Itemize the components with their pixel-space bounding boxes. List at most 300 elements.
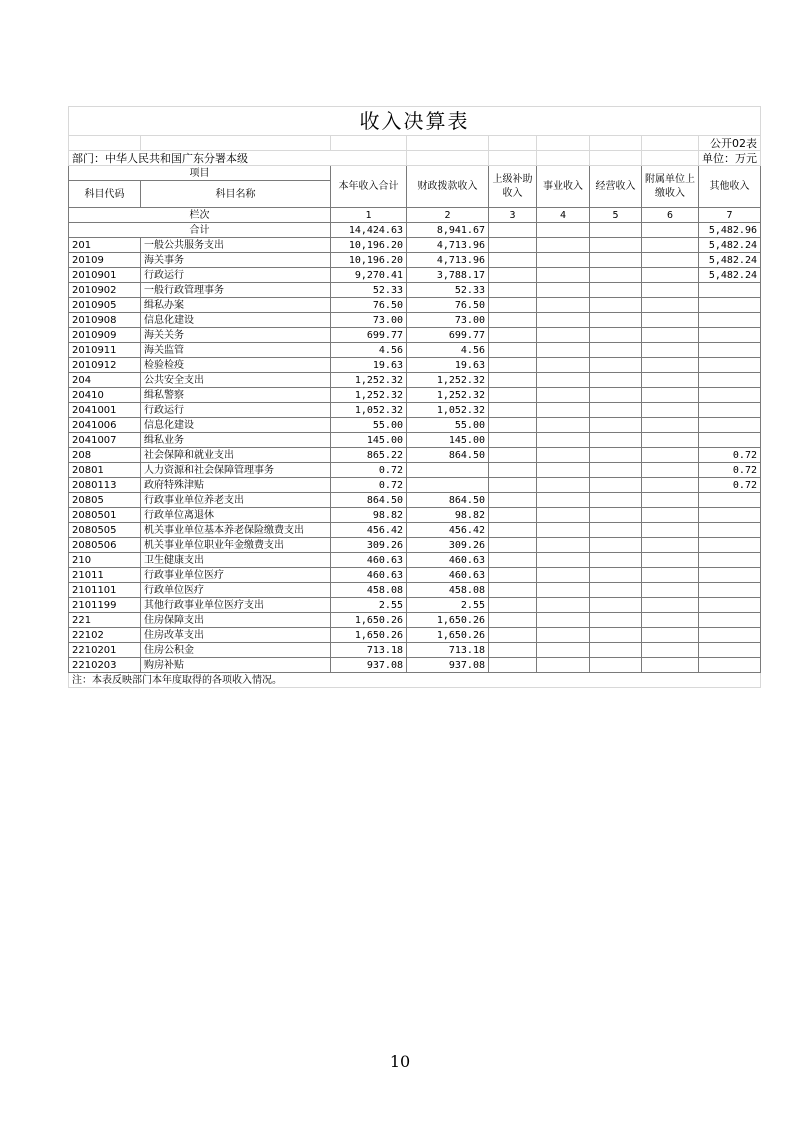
subject-code: 2010908 [69,313,141,328]
value-cell [642,448,699,463]
table-row [69,658,761,673]
value-cell [489,358,537,373]
value-cell: 937.08 [331,658,407,673]
value-cell [642,403,699,418]
value-cell: 0.72 [331,478,407,493]
value-cell [699,658,761,673]
value-cell [489,523,537,538]
value-cell [537,358,590,373]
value-cell [642,268,699,283]
value-cell [699,508,761,523]
value-cell [699,433,761,448]
subject-code: 2041001 [69,403,141,418]
value-cell: 98.82 [331,508,407,523]
value-cell [590,463,642,478]
page-number: 10 [389,1052,411,1071]
subject-code: 21011 [69,568,141,583]
value-cell: 2.55 [407,598,489,613]
value-cell: 713.18 [331,643,407,658]
value-cell: 460.63 [407,568,489,583]
value-cell [699,313,761,328]
value-cell [699,583,761,598]
code-header: 科目代码 [69,181,141,208]
table-row [69,283,761,298]
value-cell [642,433,699,448]
value-cell [489,448,537,463]
value-cell [590,613,642,628]
value-cell [489,598,537,613]
value-cell [699,553,761,568]
value-cell: 9,270.41 [331,268,407,283]
value-cell [699,418,761,433]
subject-code: 20805 [69,493,141,508]
value-cell [590,478,642,493]
value-cell [590,418,642,433]
value-cell [537,343,590,358]
value-cell: 456.42 [407,523,489,538]
value-cell [699,598,761,613]
value-cell [590,343,642,358]
value-cell: 3,788.17 [407,268,489,283]
value-cell [489,283,537,298]
subject-name: 海关事务 [141,253,331,268]
value-cell: 5,482.24 [699,253,761,268]
table-row [69,403,761,418]
subject-name: 缉私警察 [141,388,331,403]
line-num-1: 1 [331,208,407,223]
value-cell: 458.08 [407,583,489,598]
value-cell: 1,650.26 [407,613,489,628]
subject-code: 2010905 [69,298,141,313]
page-title: 收入决算表 [69,107,761,136]
value-cell [489,268,537,283]
value-cell [537,478,590,493]
value-cell [642,328,699,343]
table-row [69,298,761,313]
subject-code: 2010911 [69,343,141,358]
subject-name: 信息化建设 [141,418,331,433]
value-cell: 456.42 [331,523,407,538]
subject-name: 海关关务 [141,328,331,343]
value-cell [590,493,642,508]
value-cell [489,343,537,358]
value-cell [537,508,590,523]
total-value [489,223,537,238]
subject-name: 社会保障和就业支出 [141,448,331,463]
value-cell [537,373,590,388]
value-cell: 1,052.32 [331,403,407,418]
table-row [69,238,761,253]
table-row [69,448,761,463]
value-cell [537,328,590,343]
income-statement-sheet [68,106,760,688]
value-cell [642,373,699,388]
col-header-4: 事业收入 [537,166,590,208]
value-cell [699,343,761,358]
value-cell [642,568,699,583]
value-cell: 73.00 [407,313,489,328]
form-code: 公开02表 [699,136,761,151]
value-cell [489,538,537,553]
table-body [69,238,761,673]
value-cell [489,478,537,493]
table-row [69,328,761,343]
subject-name: 住房公积金 [141,643,331,658]
subject-code: 2010902 [69,283,141,298]
value-cell [537,493,590,508]
value-cell [537,628,590,643]
value-cell: 0.72 [699,448,761,463]
subject-name: 购房补贴 [141,658,331,673]
value-cell [590,253,642,268]
value-cell: 10,196.20 [331,238,407,253]
value-cell: 309.26 [407,538,489,553]
value-cell [642,583,699,598]
subject-code: 2080505 [69,523,141,538]
value-cell [699,328,761,343]
value-cell [642,553,699,568]
subject-code: 2010909 [69,328,141,343]
value-cell: 4.56 [407,343,489,358]
subject-code: 210 [69,553,141,568]
value-cell [590,283,642,298]
value-cell [537,313,590,328]
value-cell [537,238,590,253]
subject-code: 201 [69,238,141,253]
value-cell [489,628,537,643]
value-cell [537,463,590,478]
value-cell: 309.26 [331,538,407,553]
income-table [68,106,761,688]
value-cell [537,283,590,298]
value-cell [699,388,761,403]
value-cell: 1,650.26 [331,613,407,628]
value-cell [642,343,699,358]
value-cell [489,508,537,523]
table-row [69,538,761,553]
value-cell [489,373,537,388]
subject-name: 缉私业务 [141,433,331,448]
table-row [69,343,761,358]
value-cell [537,253,590,268]
value-cell: 458.08 [331,583,407,598]
subject-name: 一般公共服务支出 [141,238,331,253]
value-cell [642,538,699,553]
subject-code: 2041007 [69,433,141,448]
total-value [590,223,642,238]
value-cell [699,298,761,313]
value-cell: 2.55 [331,598,407,613]
department-label: 部门：中华人民共和国广东分署本级 [69,151,407,166]
table-row [69,568,761,583]
subject-code: 22102 [69,628,141,643]
subject-code: 20801 [69,463,141,478]
value-cell [537,433,590,448]
subject-code: 208 [69,448,141,463]
value-cell [590,553,642,568]
value-cell [489,238,537,253]
subject-name: 机关事业单位基本养老保险缴费支出 [141,523,331,538]
subject-code: 20109 [69,253,141,268]
value-cell: 52.33 [407,283,489,298]
value-cell [642,478,699,493]
table-row [69,583,761,598]
subject-name: 行政运行 [141,403,331,418]
value-cell: 19.63 [331,358,407,373]
subject-name: 住房保障支出 [141,613,331,628]
value-cell [590,538,642,553]
value-cell [699,493,761,508]
value-cell [537,613,590,628]
value-cell: 10,196.20 [331,253,407,268]
col-header-3: 上级补助收入 [489,166,537,208]
col-header-2: 财政拨款收入 [407,166,489,208]
value-cell: 76.50 [407,298,489,313]
value-cell [590,643,642,658]
value-cell: 1,252.32 [331,388,407,403]
value-cell [642,418,699,433]
value-cell [537,583,590,598]
table-row [69,313,761,328]
table-row [69,553,761,568]
subject-name: 行政事业单位医疗 [141,568,331,583]
value-cell: 145.00 [331,433,407,448]
value-cell [699,643,761,658]
value-cell: 1,252.32 [407,388,489,403]
value-cell [642,238,699,253]
value-cell [489,553,537,568]
value-cell [590,298,642,313]
value-cell: 865.22 [331,448,407,463]
subject-code: 2080506 [69,538,141,553]
value-cell [699,358,761,373]
subject-name: 公共安全支出 [141,373,331,388]
value-cell [489,433,537,448]
value-cell [642,313,699,328]
table-row [69,418,761,433]
value-cell [407,478,489,493]
subject-code: 2010901 [69,268,141,283]
value-cell [590,628,642,643]
subject-name: 海关监管 [141,343,331,358]
value-cell: 1,052.32 [407,403,489,418]
value-cell: 5,482.24 [699,268,761,283]
value-cell [590,523,642,538]
line-num-3: 3 [489,208,537,223]
value-cell: 460.63 [331,568,407,583]
value-cell [537,538,590,553]
subject-code: 221 [69,613,141,628]
value-cell [699,403,761,418]
value-cell [537,598,590,613]
subject-name: 行政单位医疗 [141,583,331,598]
value-cell [489,328,537,343]
line-num-5: 5 [590,208,642,223]
total-value [642,223,699,238]
value-cell [590,238,642,253]
value-cell [642,463,699,478]
value-cell [489,388,537,403]
table-row [69,493,761,508]
total-value: 8,941.67 [407,223,489,238]
col-header-7: 其他收入 [699,166,761,208]
value-cell [642,358,699,373]
value-cell [537,298,590,313]
value-cell [642,298,699,313]
value-cell [489,583,537,598]
value-cell [590,373,642,388]
value-cell: 1,252.32 [331,373,407,388]
value-cell: 98.82 [407,508,489,523]
table-row [69,358,761,373]
value-cell: 1,650.26 [331,628,407,643]
line-label: 栏次 [69,208,331,223]
value-cell: 1,650.26 [407,628,489,643]
value-cell [537,403,590,418]
value-cell: 937.08 [407,658,489,673]
subject-name: 缉私办案 [141,298,331,313]
value-cell [699,613,761,628]
line-num-4: 4 [537,208,590,223]
value-cell: 4.56 [331,343,407,358]
value-cell: 5,482.24 [699,238,761,253]
value-cell [590,508,642,523]
table-row [69,628,761,643]
value-cell: 73.00 [331,313,407,328]
value-cell: 460.63 [407,553,489,568]
table-row [69,478,761,493]
value-cell [699,523,761,538]
value-cell: 55.00 [407,418,489,433]
subject-code: 2101101 [69,583,141,598]
table-row [69,373,761,388]
value-cell [642,388,699,403]
value-cell: 19.63 [407,358,489,373]
subject-name: 信息化建设 [141,313,331,328]
table-row [69,463,761,478]
value-cell: 0.72 [699,463,761,478]
subject-name: 一般行政管理事务 [141,283,331,298]
subject-name: 行政运行 [141,268,331,283]
value-cell [537,658,590,673]
value-cell [590,388,642,403]
subject-code: 204 [69,373,141,388]
line-num-6: 6 [642,208,699,223]
table-row [69,643,761,658]
subject-name: 住房改革支出 [141,628,331,643]
value-cell [642,643,699,658]
value-cell [642,658,699,673]
value-cell [590,583,642,598]
value-cell [590,328,642,343]
value-cell [489,613,537,628]
value-cell [537,568,590,583]
subject-name: 行政事业单位养老支出 [141,493,331,508]
value-cell [642,253,699,268]
table-row [69,433,761,448]
value-cell [489,643,537,658]
subject-code: 2041006 [69,418,141,433]
line-num-2: 2 [407,208,489,223]
value-cell: 460.63 [331,553,407,568]
value-cell [590,358,642,373]
value-cell [489,403,537,418]
subject-code: 2080113 [69,478,141,493]
value-cell [590,658,642,673]
total-value [537,223,590,238]
subject-code: 2210203 [69,658,141,673]
value-cell [489,418,537,433]
value-cell: 864.50 [407,448,489,463]
value-cell [642,523,699,538]
subject-name: 卫生健康支出 [141,553,331,568]
footnote: 注：本表反映部门本年度取得的各项收入情况。 [69,673,761,688]
subject-name: 行政单位离退休 [141,508,331,523]
total-value: 5,482.96 [699,223,761,238]
col-header-5: 经营收入 [590,166,642,208]
value-cell [590,403,642,418]
value-cell [699,283,761,298]
table-row [69,268,761,283]
value-cell [699,568,761,583]
subject-name: 机关事业单位职业年金缴费支出 [141,538,331,553]
value-cell [642,628,699,643]
table-row [69,388,761,403]
value-cell [407,463,489,478]
value-cell: 864.50 [331,493,407,508]
value-cell: 4,713.96 [407,238,489,253]
subject-code: 20410 [69,388,141,403]
value-cell [489,253,537,268]
total-value: 14,424.63 [331,223,407,238]
value-cell [537,268,590,283]
total-label: 合计 [69,223,331,238]
subject-code: 2080501 [69,508,141,523]
table-row [69,598,761,613]
value-cell [699,538,761,553]
col-header-1: 本年收入合计 [331,166,407,208]
value-cell [590,448,642,463]
unit-label: 单位：万元 [699,151,761,166]
value-cell: 52.33 [331,283,407,298]
value-cell: 1,252.32 [407,373,489,388]
table-row [69,508,761,523]
value-cell [642,613,699,628]
value-cell [537,388,590,403]
value-cell: 4,713.96 [407,253,489,268]
value-cell [537,643,590,658]
value-cell [590,598,642,613]
value-cell [590,313,642,328]
value-cell [537,418,590,433]
value-cell [642,493,699,508]
subject-code: 2101199 [69,598,141,613]
table-row [69,613,761,628]
value-cell [642,283,699,298]
value-cell [699,628,761,643]
subject-code: 2010912 [69,358,141,373]
value-cell [489,313,537,328]
name-header: 科目名称 [141,181,331,208]
value-cell [489,463,537,478]
table-row [69,253,761,268]
value-cell [489,298,537,313]
value-cell: 0.72 [331,463,407,478]
col-header-6: 附属单位上缴收入 [642,166,699,208]
value-cell [642,508,699,523]
value-cell: 55.00 [331,418,407,433]
project-header: 项目 [69,166,331,181]
